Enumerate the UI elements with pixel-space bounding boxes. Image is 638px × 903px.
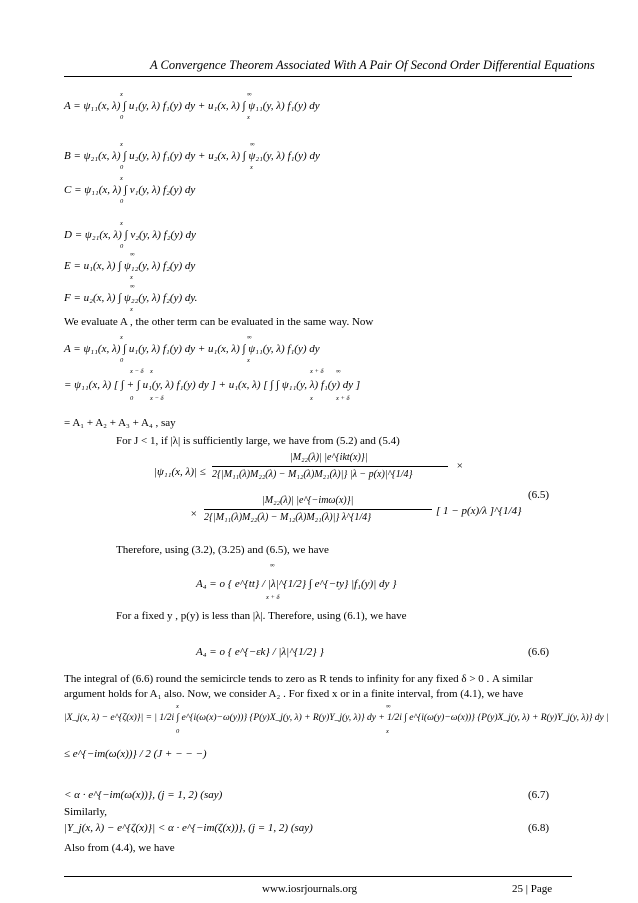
equation-Xj-inequality: |X_j(x, λ) − e^{ζ(x)}| = | 1/2i ∫ e^{i(ω(x)−ω(y))} {P(y)X_j(y, λ) + R(y)Y_j(y, λ)} dy + 1/2i ∫ e^{i(ω(y)−ω(x))} {P(y)X_j(y, λ) + R(y)Y_j(y, λ)} dy | xyxy=(64,713,609,723)
eq-6-5-times: × xyxy=(456,460,464,472)
equation-B-definition: B = ψ₂₁(x, λ) ∫ u₂(y, λ) f₁(y) dy + u₂(x, λ) ∫ ψ₂₁(y, λ) f₁(y) dy xyxy=(64,150,320,162)
lower-limit: x xyxy=(130,274,133,281)
equation-F-definition: F = u₂(x, λ) ∫ ψ₂₂(y, λ) f₂(y) dy. xyxy=(64,292,198,304)
lower-limit: x xyxy=(386,728,389,735)
eq-6-5-denominator-1: 2{|M₁₁(λ)M₂₂(λ) − M₁₂(λ)M₂₁(λ)|} |λ − p(x)|^{1/4} xyxy=(212,469,413,480)
equation-A-definition: A = ψ₁₁(x, λ) ∫ u₁(y, λ) f₁(y) dy + u₁(x, λ) ∫ ψ₁₁(y, λ) f₁(y) dy xyxy=(64,100,320,112)
equation-A4-first: A₄ = o { e^{tt} / |λ|^{1/2} ∫ e^{−ty} |f₁(y)| dy } xyxy=(196,578,397,590)
upper-limit: ∞ xyxy=(130,251,135,258)
equation-D-definition: D = ψ₂₁(x, λ) ∫ v₂(y, λ) f₂(y) dy xyxy=(64,229,196,241)
upper-limit: x xyxy=(176,703,179,710)
lower-limit: 0 xyxy=(176,728,180,735)
lower-limit: 0 xyxy=(130,395,134,402)
footer-rule xyxy=(64,876,572,877)
upper-limit: ∞ xyxy=(386,703,391,710)
lower-limit: x + δ xyxy=(336,395,350,402)
eq-6-5-numerator-1: |M₂₂(λ)| |e^{ikt(x)}| xyxy=(290,452,368,463)
equation-A-repeat: A = ψ₁₁(x, λ) ∫ u₁(y, λ) f₁(y) dy + u₁(x, λ) ∫ ψ₁₁(y, λ) f₁(y) dy xyxy=(64,343,320,355)
paragraph-integral-line-2: argument holds for A₁ also. Now, we consider A₂ . For fixed x or in a finite interval, from (4.1), we have xyxy=(64,688,524,700)
fraction-bar xyxy=(212,466,448,467)
upper-limit: x xyxy=(120,91,123,98)
lower-limit: 0 xyxy=(120,243,124,250)
equation-A4-second: A₄ = o { e^{−εk} / |λ|^{1/2} } xyxy=(196,646,324,658)
upper-limit: ∞ xyxy=(336,368,341,375)
equation-le-bound: ≤ e^{−im(ω(x))} / 2 (J + − − −) xyxy=(64,748,207,760)
lower-limit: x xyxy=(247,114,250,121)
lower-limit: x xyxy=(247,357,250,364)
equation-6-7: < α · e^{−im(ω(x))}, (j = 1, 2) (say) xyxy=(64,789,223,801)
lower-limit: 0 xyxy=(120,164,124,171)
fraction-bar xyxy=(204,509,432,510)
header-rule xyxy=(64,76,572,77)
eq-6-5-denominator-2: 2{|M₁₁(λ)M₂₂(λ) − M₁₂(λ)M₂₁(λ)|} λ^{1/4} xyxy=(204,512,372,523)
upper-limit: x xyxy=(150,368,153,375)
upper-limit: x xyxy=(120,220,123,227)
upper-limit: ∞ xyxy=(250,141,255,148)
paragraph-also-from: Also from (4.4), we have xyxy=(64,842,175,854)
lower-limit: x xyxy=(310,395,313,402)
paragraph-integral-line-1: The integral of (6.6) round the semicircle tends to zero as R tends to infinity for any fixed δ > 0 . A similar xyxy=(64,673,533,685)
lower-limit: 0 xyxy=(120,114,124,121)
equation-number-6-6: (6.6) xyxy=(528,646,550,658)
lower-limit: x − δ xyxy=(150,395,164,402)
running-title: A Convergence Theorem Associated With A Pair Of Second Order Differential Equations xyxy=(150,58,595,72)
upper-limit: ∞ xyxy=(247,334,252,341)
equation-number-6-5: (6.5) xyxy=(528,489,550,501)
paragraph-evaluate: We evaluate A , the other term can be evaluated in the same way. Now xyxy=(64,316,374,328)
equation-C-definition: C = ψ₁₁(x, λ) ∫ v₁(y, λ) f₂(y) dy xyxy=(64,184,196,196)
upper-limit: x xyxy=(120,175,123,182)
upper-limit: x − δ xyxy=(130,368,144,375)
paragraph-for-J: For J < 1, if |λ| is sufficiently large, we have from (5.2) and (5.4) xyxy=(116,435,400,447)
eq-6-5-bracket: [ 1 − p(x)/λ ]^{1/4} xyxy=(436,505,522,517)
eq-6-5-times-2: × xyxy=(190,508,198,520)
lower-limit: 0 xyxy=(120,357,124,364)
lower-limit: x xyxy=(250,164,253,171)
footer-url[interactable]: www.iosrjournals.org xyxy=(262,883,358,895)
upper-limit: x xyxy=(120,141,123,148)
footer-page-number: 25 | Page xyxy=(512,883,553,895)
equation-A-split: = ψ₁₁(x, λ) [ ∫ + ∫ u₁(y, λ) f₁(y) dy ] + u₁(x, λ) [ ∫ ∫ ψ₁₁(y, λ) f₁(y) dy ] xyxy=(64,379,361,391)
paragraph-fixed-y: For a fixed y , p(y) is less than |λ|. Therefore, using (6.1), we have xyxy=(116,610,407,622)
equation-6-8: |Y_j(x, λ) − e^{ζ(x)}| < α · e^{−im(ζ(x))}, (j = 1, 2) (say) xyxy=(64,822,313,834)
upper-limit: x xyxy=(120,334,123,341)
upper-limit: ∞ xyxy=(130,283,135,290)
equation-E-definition: E = u₁(x, λ) ∫ ψ₁₂(y, λ) f₂(y) dy xyxy=(64,260,196,272)
lower-limit: x + δ xyxy=(266,594,280,601)
equation-A-sum: = A₁ + A₂ + A₃ + A₄ , say xyxy=(64,417,176,429)
paragraph-similarly: Similarly, xyxy=(64,806,107,818)
eq-6-5-lhs: |ψ₁₁(x, λ)| ≤ xyxy=(154,466,206,478)
eq-6-5-numerator-2: |M₂₂(λ)| |e^{−imω(x)}| xyxy=(262,495,354,506)
paragraph-therefore: Therefore, using (3.2), (3.25) and (6.5), we have xyxy=(116,544,329,556)
equation-number-6-7: (6.7) xyxy=(528,789,550,801)
lower-limit: 0 xyxy=(120,198,124,205)
lower-limit: x xyxy=(130,306,133,313)
equation-number-6-8: (6.8) xyxy=(528,822,550,834)
upper-limit: ∞ xyxy=(270,562,275,569)
upper-limit: ∞ xyxy=(247,91,252,98)
upper-limit: x + δ xyxy=(310,368,324,375)
